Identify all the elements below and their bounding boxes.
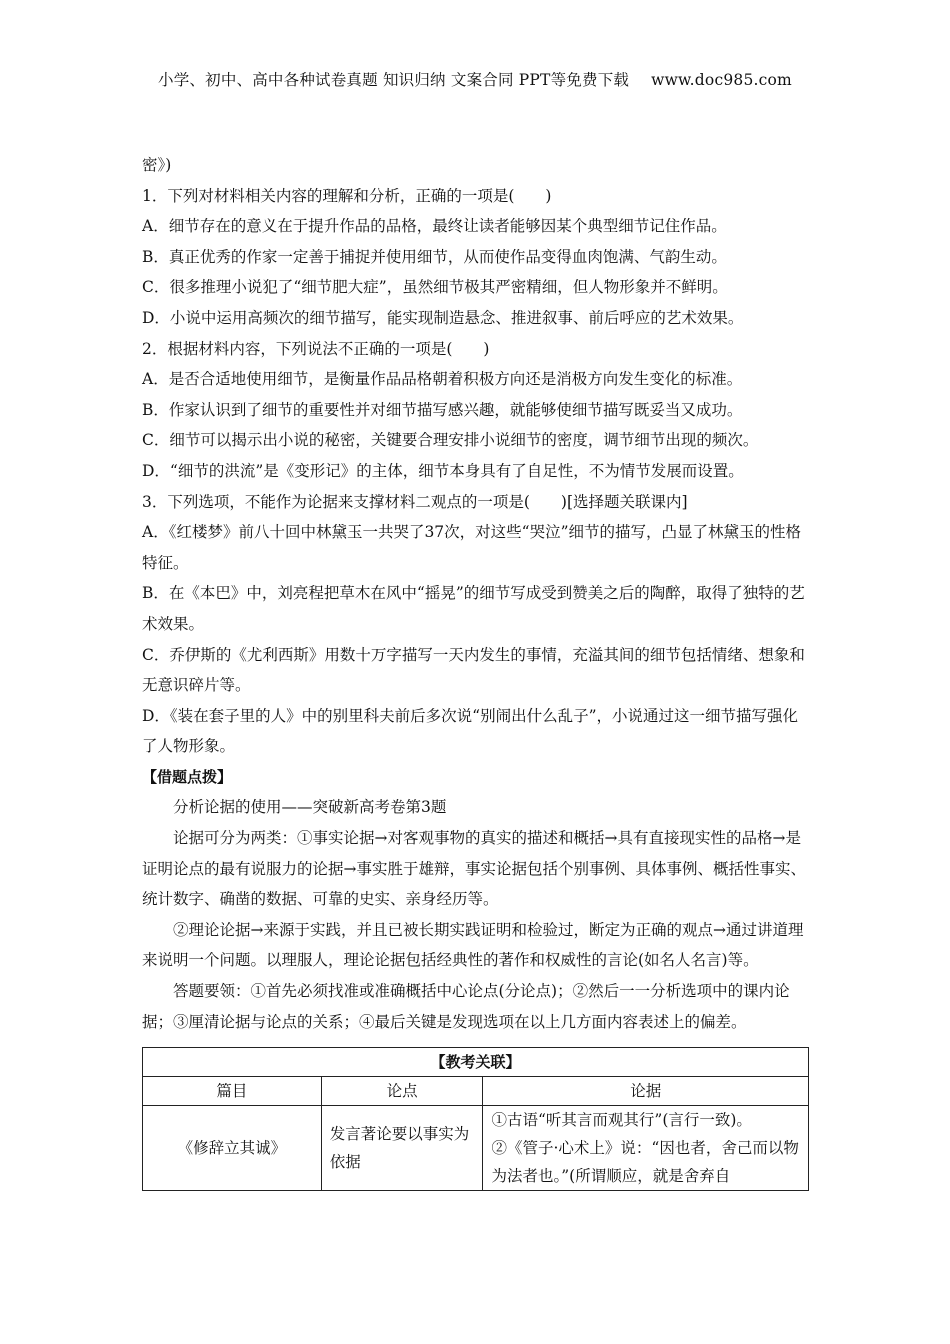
evidence-item-1: ①古语“听其言而观其行”(言行一致)。 xyxy=(491,1111,752,1129)
question-3-option-d: D．《装在套子里的人》中的别里科夫前后多次说“别闹出什么乱子”，小说通过这一细节描写强化了人物形象。 xyxy=(142,706,799,756)
page-header xyxy=(0,68,950,90)
question-3-option-b: B．在《本巴》中，刘亮程把草木在风中“摇晃”的细节写成受到赞美之后的陶醉，取得了独特的艺术效果。 xyxy=(142,584,805,633)
question-3-option-c: C．乔伊斯的《尤利西斯》用数十万字描写一天内发生的事情，充溢其间的细节包括情绪、想象和无意识碎片等。 xyxy=(142,645,805,695)
question-1-option-c: C．很多推理小说犯了“细节肥大症”，虽然细节极其严密精细，但人物形象并不鲜明。 xyxy=(142,278,728,297)
question-2-option-b: B．作家认识到了细节的重要性并对细节描写感兴趣，就能够使细节描写既妥当又成功。 xyxy=(142,400,743,419)
question-2-option-d: D．“细节的洪流”是《变形记》的主体，细节本身具有了自足性，不为情节发展而设置。 xyxy=(142,461,744,480)
question-2-option-a: A．是否合适地使用细节，是衡量作品品格朝着积极方向还是消极方向发生变化的标准。 xyxy=(142,370,743,389)
tip-heading: 【借题点拨】 xyxy=(142,767,233,786)
question-1-option-a: A．细节存在的意义在于提升作品的品格，最终让读者能够因某个典型细节记住作品。 xyxy=(142,217,727,236)
tip-paragraph-1: 论据可分为两类：①事实论据→对客观事物的真实的描述和概括→具有直接现实性的品格→是证明论点的最有说服力的论据→事实胜于雄辩，事实论据包括个别事例、具体事例、概括性事实、统计数字、确凿的数据、可靠的史实、亲身经历等。 xyxy=(142,829,806,909)
question-3: 3．下列选项，不能作为论据来支撑材料二观点的一项是( )[选择题关联课内] xyxy=(142,492,688,511)
continued-line: 密》) xyxy=(142,156,172,174)
tip-paragraph-2: ②理论论据→来源于实践，并且已被长期实践证明和检验过，断定为正确的观点→通过讲道理来说明一个问题。以理服人，理论论据包括经典性的著作和权威性的言论(如名人名言)等。 xyxy=(142,920,804,970)
question-1-option-b: B．真正优秀的作家一定善于捕捉并使用细节，从而使作品变得血肉饱满、气韵生动。 xyxy=(142,247,727,266)
tip-paragraph-3: 答题要领：①首先必须找准或准确概括中心论点(分论点)；②然后一一分析选项中的课内论据；③厘清论据与论点的关系；④最后关键是发现选项在以上几方面内容表述上的偏差。 xyxy=(142,982,790,1031)
question-1: 1．下列对材料相关内容的理解和分析，正确的一项是( ) xyxy=(142,186,552,205)
evidence-item-2: ②《管子·心术上》说：“因也者，舍己而以物为法者也。”(所谓顺应，就是舍弃自 xyxy=(491,1139,799,1185)
question-1-option-d: D．小说中运用高频次的细节描写，能实现制造悬念、推进叙事、前后呼应的艺术效果。 xyxy=(142,308,744,327)
table-title: 【教考关联】 xyxy=(143,1048,809,1077)
row-title: 《修辞立其诚》 xyxy=(143,1106,322,1191)
row-point: 发言著论要以事实为依据 xyxy=(321,1106,483,1191)
table-row xyxy=(143,1106,809,1191)
header-text: 小学、初中、高中各种试卷真题 知识归纳 文案合同 PPT等免费下载 xyxy=(158,71,630,89)
table-header-title: 篇目 xyxy=(143,1077,322,1106)
table-header-point: 论点 xyxy=(321,1077,483,1106)
row-evidence xyxy=(483,1106,809,1191)
header-site[interactable]: www.doc985.com xyxy=(651,71,792,89)
teaching-exam-table xyxy=(142,1047,809,1191)
question-3-option-a: A．《红楼梦》前八十回中林黛玉一共哭了37次，对这些“哭泣”细节的描写，凸显了林黛玉的性格特征。 xyxy=(142,523,802,572)
tip-title: 分析论据的使用——突破新高考卷第3题 xyxy=(173,798,447,817)
document-body xyxy=(142,150,810,1037)
question-2-option-c: C．细节可以揭示出小说的秘密，关键要合理安排小说细节的密度，调节细节出现的频次。 xyxy=(142,431,759,450)
question-2: 2．根据材料内容，下列说法不正确的一项是( ) xyxy=(142,339,490,358)
table-header-evidence: 论据 xyxy=(483,1077,809,1106)
